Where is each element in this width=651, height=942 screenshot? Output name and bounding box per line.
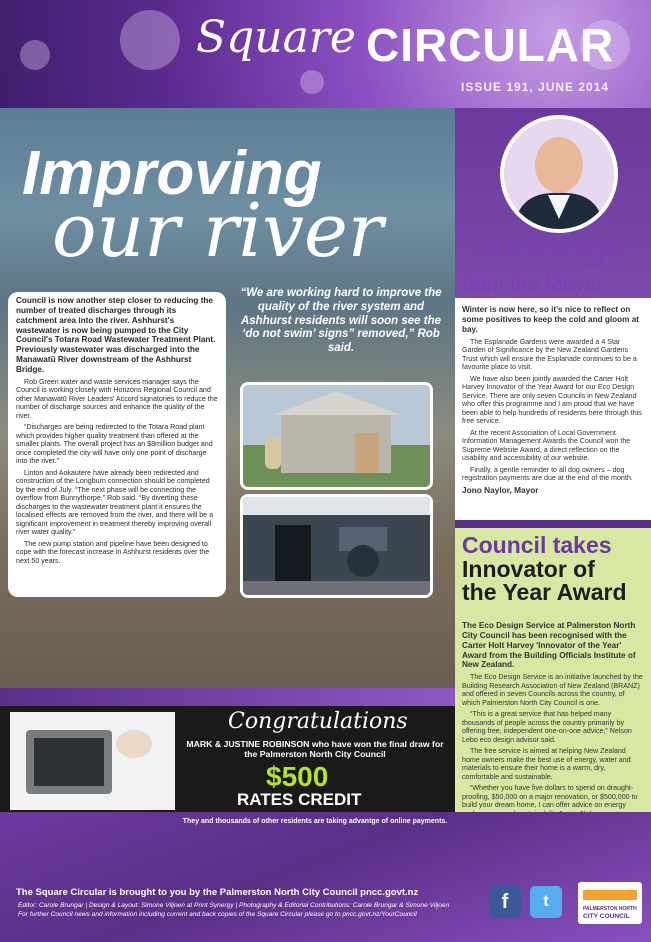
issue-label: ISSUE 191, JUNE 2014 xyxy=(461,80,610,94)
masthead-square: Square xyxy=(196,12,356,63)
pump-equipment-photo xyxy=(240,494,433,598)
innovator-title-line2: Innovator of xyxy=(462,555,595,582)
lead-paragraph: Linton and Aokautere have already been redirected and construction of the Longburn connection should be completed by the end of July. “The next phase will be connecting the overflow from Bunnythorpe,” Rob said. “By diverting these discharges to the wastewater treatment plant it ensures the localised effects are removed from the river, and there will be a significant improvement in treatment thereby improving overall river water quality.” xyxy=(16,468,214,537)
mayor-paragraph: Finally, a gentle reminder to all dog owners – dog registration payments are due at the end of the month. xyxy=(462,465,633,483)
footer-credits-line2: For further Council news and information including current and back copies of the Square Circular please go to pncc.govt.nz/YourCouncil xyxy=(18,910,417,918)
innovator-title-line3: the Year Award xyxy=(462,579,627,606)
pump-station-photo xyxy=(240,382,433,490)
innovator-paragraph: “Whether you have five dollars to spend on draught-proofing, $50,000 on a major renovation, or $500,000 to build your dream home, I can offer advice on energy xyxy=(462,784,638,810)
mayor-signature: Jono Naylor, Mayor xyxy=(462,484,539,495)
twitter-icon[interactable]: t xyxy=(530,886,562,918)
innovator-title xyxy=(462,534,648,605)
council-logo-stripe xyxy=(583,890,637,900)
congrats-footnote: They and thousands of other residents are taking advantge of online payments. xyxy=(182,818,448,825)
innovator-paragraph: The Eco Design Service is an initiative launched by the Building Research Association of New Zealand (BRANZ) and offered in seven Councils across the country, of which Palmerston North City Council is one. xyxy=(462,673,643,707)
council-logo-line1: PALMERSTON NORTH xyxy=(583,906,637,912)
footer-byline-text: The Square Circular is brought to you by the Palmerston North City Council xyxy=(16,887,358,898)
mayor-lede: Winter is now here, so it's nice to reflect on some positives to keep the cold and gloom at bay. xyxy=(462,305,639,334)
prize-amount: $500 xyxy=(266,761,329,792)
mayor-paragraph: The Esplanade Gardens were awarded a 4 Star Garden of Significance by the New Zealand Gardens Trust which will ensure the Esplanade continues to be a favourite place to visit. xyxy=(462,337,637,372)
footer-website-link[interactable]: pncc.govt.nz xyxy=(360,887,419,898)
lead-lede: Council is now another step closer to reducing the number of treated discharges through its catchment area into the river. Ashhurst's wastewater is now being pumped to the City Council's Totara Road Wastewater Treatment Plant. Previously wastewater was discharged into the Manawatū River downstream of the Ashhurst Bridge. xyxy=(16,296,216,374)
winner-names: MARK & JUSTINE ROBINSON xyxy=(186,739,310,749)
winner-description: who have won the final draw for the Palmerston North City Council xyxy=(244,739,444,760)
innovator-body xyxy=(462,621,644,821)
lead-title-line2: our river xyxy=(52,188,384,274)
mayor-paragraph: At the recent Association of Local Government Information Management Awards the Council won the Supreme Website Award, a direct reflection on the usability and accessibility of our website. xyxy=(462,428,631,463)
footer-credits xyxy=(18,902,488,920)
innovator-lede: The Eco Design Service at Palmerston North City Council has been recognised with the Carter Holt Harvey 'Innovator of the Year' Award from the Building Officials Institute of New Zealand. xyxy=(462,621,636,670)
laptop-photo xyxy=(10,712,175,810)
footer xyxy=(0,812,651,942)
divider-band xyxy=(0,688,455,708)
lead-paragraph: Rob Green water and waste services manager says the Council is working closely with Horizons Regional Council and other Manawatū River Leaders' Accord signatories to reduce the number of discharge sources and enhance the quality of the river. xyxy=(16,377,218,420)
footer-byline xyxy=(16,887,418,898)
council-logo-line2: CITY COUNCIL xyxy=(583,913,630,920)
innovator-title-line1: Council takes xyxy=(462,532,612,558)
pull-quote: “We are working hard to improve the quality of the river system and Ashhurst residents will soon see the ‘do not swim’ signs” removed,” Rob said. xyxy=(240,287,442,355)
mayor-message-title: Message xyxy=(468,228,629,269)
congrats-winners xyxy=(180,739,450,760)
footer-credits-line1: Editor: Carole Brungar | Design & Layout: Simone Viljoen at Print Synergy | Photography & Editorial Contributions: Carole Brungar & Simone Viljoen xyxy=(18,902,450,909)
mayor-paragraph: We have also been jointly awarded the Carter Holt Harvey Innovator of the Year Award for our Eco Design Service. There are only seven Councils in New Zealand who offer this programme and I am proud that we have been able to help hundreds of residents here through this free service. xyxy=(462,374,642,426)
mayor-portrait xyxy=(500,115,618,233)
lead-article xyxy=(8,292,226,597)
facebook-icon[interactable]: f xyxy=(489,886,521,918)
congrats-title: Congratulations xyxy=(228,709,408,734)
mayor-message-subtitle: from the Mayor xyxy=(462,273,604,296)
lead-paragraph: “Discharges are being redirected to the Totara Road plant which provides higher quality treatment than offered at the smaller plants. The overall project has an $8million budget and once completed the city will have only one point of discharge into the river.” xyxy=(16,423,213,466)
lead-title-line1: Improving xyxy=(22,139,322,208)
mayor-message-body xyxy=(462,305,644,495)
masthead-circular: CIRCULAR xyxy=(366,19,615,71)
innovator-paragraph: “This is a great service that has helped many thousands of people across the country primarily by offering free, independent one-on-one advice,” Nelson Lebo eco design advisor said. xyxy=(462,710,632,744)
innovator-paragraph: The free service is aimed at helping New Zealand home owners make the best use of energy, water and materials to ensure their home is a warm, dry, comfortable and sustainable. xyxy=(462,747,631,781)
prize-label: RATES CREDIT xyxy=(237,790,362,809)
lead-paragraph: The new pump station and pipeline have been designed to cope with the forecast increase in Ashhurst residents over the next 50 years. xyxy=(16,539,210,565)
